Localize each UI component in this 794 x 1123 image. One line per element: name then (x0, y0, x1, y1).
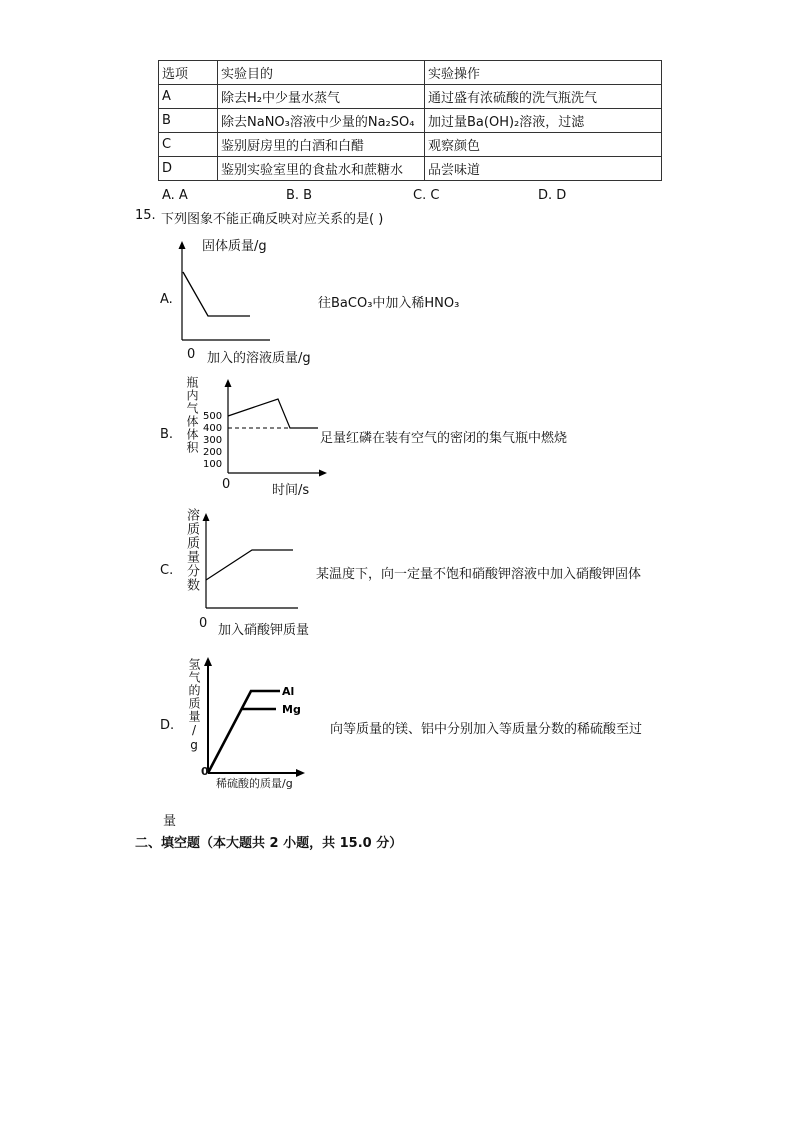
choice-d[interactable]: D. D (538, 188, 567, 203)
option-d-description: 向等质量的镁、铝中分别加入等质量分数的稀硫酸至过 (330, 722, 643, 737)
option-b-description: 足量红磷在装有空气的密闭的集气瓶中燃烧 (320, 431, 568, 446)
option-a-ylabel: 固体质量/g (202, 239, 267, 254)
option-d-graph (198, 656, 308, 781)
table-cell: 品尝味道 (425, 157, 662, 181)
x-axis-arrow (319, 470, 327, 477)
option-b-graph (200, 378, 330, 478)
option-a-xlabel: 加入的溶液质量/g (207, 351, 311, 366)
label-al: Al (282, 685, 295, 698)
y-axis-arrow (179, 241, 186, 249)
y-tick-400: 400 (203, 423, 223, 434)
option-d-letter: D. (160, 718, 175, 733)
table-header-cell: 选项 (159, 61, 218, 85)
option-c-letter: C. (160, 563, 174, 578)
choice-b[interactable]: B. B (286, 188, 313, 203)
table-cell: 除去NaNO₃溶液中少量的Na₂SO₄ (218, 109, 425, 133)
y-tick-300: 300 (203, 435, 223, 446)
table-cell: 鉴别厨房里的白酒和白醋 (218, 133, 425, 157)
table-cell: 除去H₂中少量水蒸气 (218, 85, 425, 109)
table-header-cell: 实验操作 (425, 61, 662, 85)
option-a-graph (170, 240, 280, 350)
option-d-origin: 0 (201, 765, 209, 778)
table-cell: A (159, 85, 218, 109)
table-cell: B (159, 109, 218, 133)
table-cell: 鉴别实验室里的食盐水和蔗糖水 (218, 157, 425, 181)
option-b-letter: B. (160, 427, 174, 442)
option-d-ylabel: 氢气的质量/g (187, 658, 201, 753)
curve-line (183, 272, 250, 316)
curve-al (208, 691, 280, 773)
option-d-description-tail: 量 (163, 814, 177, 829)
table-cell: 观察颜色 (425, 133, 662, 157)
option-b-origin: 0 (222, 477, 231, 492)
option-b-xlabel: 时间/s (272, 483, 310, 498)
y-axis-arrow (203, 513, 210, 521)
curve-line (228, 399, 318, 428)
question-number: 15. (135, 208, 156, 223)
table-row (159, 109, 662, 133)
table-cell: 通过盛有浓硫酸的洗气瓶洗气 (425, 85, 662, 109)
option-c-description: 某温度下，向一定量不饱和硝酸钾溶液中加入硝酸钾固体 (316, 567, 642, 582)
option-c-origin: 0 (199, 616, 208, 631)
table-row (159, 85, 662, 109)
y-tick-200: 200 (203, 447, 223, 458)
option-a-letter: A. (160, 292, 173, 307)
option-c-graph (196, 512, 306, 612)
x-axis-arrow (296, 769, 305, 777)
table-header-row (159, 61, 662, 85)
options-table (158, 60, 662, 181)
y-tick-500: 500 (203, 411, 223, 422)
curve-line (206, 550, 293, 580)
option-c-ylabel: 溶质质量分数 (184, 508, 199, 592)
choice-c[interactable]: C. C (413, 188, 440, 203)
section-header: 二、填空题（本大题共 2 小题，共 15.0 分） (135, 836, 403, 851)
option-b-ylabel: 瓶内气体体积 (185, 376, 199, 454)
table-header-cell: 实验目的 (218, 61, 425, 85)
option-c-xlabel: 加入硝酸钾质量 (218, 623, 310, 638)
table-row (159, 133, 662, 157)
label-mg: Mg (282, 703, 301, 716)
y-axis-arrow (225, 379, 232, 387)
y-tick-100: 100 (203, 459, 223, 470)
option-d-xlabel: 稀硫酸的质量/g (216, 777, 293, 790)
table-cell: C (159, 133, 218, 157)
table-cell: 加过量Ba(OH)₂溶液，过滤 (425, 109, 662, 133)
choice-a[interactable]: A. A (162, 188, 188, 203)
table-row (159, 157, 662, 181)
table-cell: D (159, 157, 218, 181)
option-a-description: 往BaCO₃中加入稀HNO₃ (318, 296, 460, 311)
option-a-origin: 0 (187, 347, 196, 362)
y-axis-arrow (204, 657, 212, 666)
question-stem: 下列图象不能正确反映对应关系的是( ) (161, 212, 384, 227)
